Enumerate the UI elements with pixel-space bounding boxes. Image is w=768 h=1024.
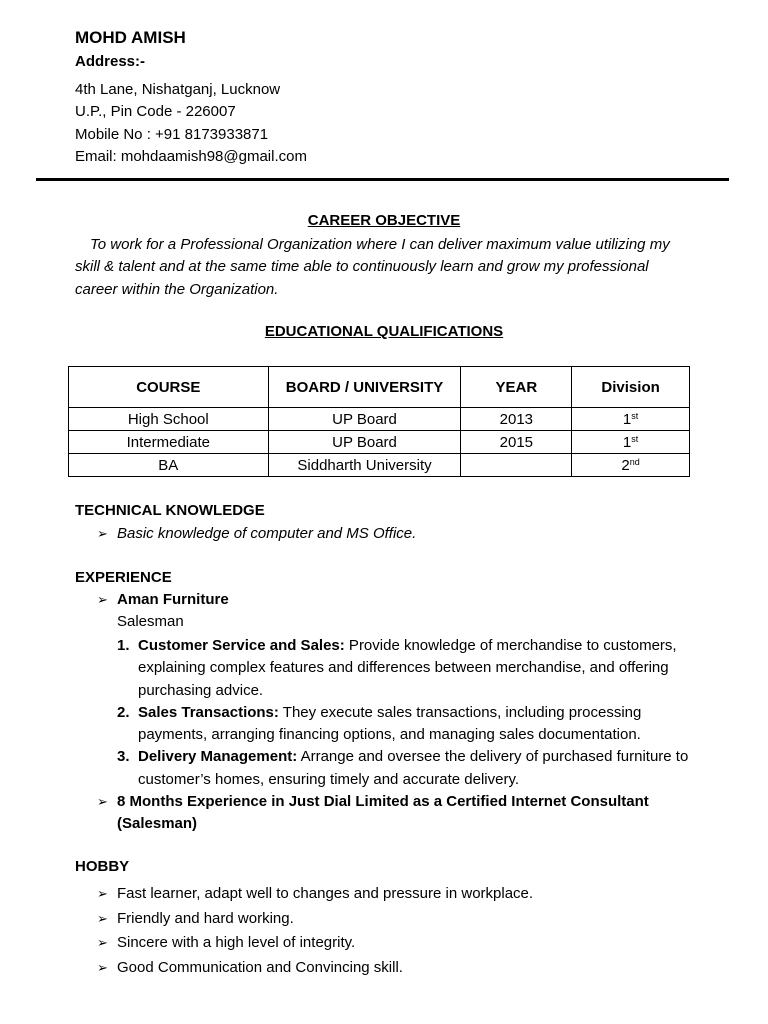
email-address: Email: mohdaamish98@gmail.com <box>75 147 307 165</box>
arrowhead-bullet-icon: ➢ <box>97 960 108 976</box>
arrowhead-bullet-icon: ➢ <box>97 886 108 901</box>
cell-division: 1st <box>572 408 690 431</box>
header-divider <box>36 178 729 181</box>
cell-course: High School <box>69 408 269 431</box>
experience-role: Salesman <box>117 613 184 630</box>
cell-year: 2015 <box>461 431 572 454</box>
table-row <box>69 408 690 431</box>
education-table <box>68 366 690 477</box>
cell-year: 2013 <box>461 408 572 431</box>
column-header-year: YEAR <box>461 367 572 408</box>
mobile-number: Mobile No : +91 8173933871 <box>75 125 269 143</box>
arrowhead-bullet-icon: ➢ <box>97 794 108 809</box>
list-item: ➢ Fast learner, adapt well to changes and pressure in workplace. <box>97 882 533 907</box>
column-header-course: COURSE <box>69 367 269 408</box>
technical-heading: TECHNICAL KNOWLEDGE <box>75 502 265 519</box>
address-line: 4th Lane, Nishatganj, Lucknow <box>75 81 281 98</box>
table-row <box>69 454 690 477</box>
table-header-row <box>69 367 690 408</box>
candidate-name: MOHD AMISH <box>75 28 186 47</box>
column-header-division: Division <box>572 367 690 408</box>
address-line: U.P., Pin Code - 226007 <box>75 103 236 121</box>
list-item: ➢ Basic knowledge of computer and MS Office. <box>97 525 417 542</box>
arrowhead-bullet-icon: ➢ <box>97 526 108 541</box>
cell-course: Intermediate <box>69 431 269 454</box>
list-item: 2. Sales Transactions: They execute sales transactions, including processing payments, arranging financing options, and managing sales documentation. <box>117 703 642 744</box>
cell-year <box>461 454 572 477</box>
column-header-board: BOARD / UNIVERSITY <box>268 367 461 408</box>
address-label: Address:- <box>75 53 146 70</box>
arrowhead-bullet-icon: ➢ <box>97 592 108 607</box>
cell-division: 1st <box>572 431 690 454</box>
duty-list <box>117 635 697 791</box>
address-block <box>75 79 307 168</box>
cell-board: UP Board <box>268 408 461 431</box>
hobby-list <box>97 882 533 981</box>
list-item: ➢ Sincere with a high level of integrity. <box>97 931 533 956</box>
cell-board: UP Board <box>268 431 461 454</box>
career-objective-text: To work for a Professional Organization where I can deliver maximum value utilizing my skill & talent and at the same time able to continuously learn and grow my professional career within the Organization. <box>75 236 670 298</box>
career-objective-heading: CAREER OBJECTIVE <box>307 212 461 229</box>
table-row <box>69 431 690 454</box>
cell-course: BA <box>69 454 269 477</box>
cell-board: Siddharth University <box>268 454 461 477</box>
experience-company: ➢ Aman Furniture <box>97 591 229 608</box>
education-heading: EDUCATIONAL QUALIFICATIONS <box>264 323 504 340</box>
experience-justdial: ➢ 8 Months Experience in Just Dial Limited as a Certified Internet Consultant (Salesman) <box>97 791 697 836</box>
arrowhead-bullet-icon: ➢ <box>97 910 108 926</box>
list-item: 1. Customer Service and Sales: Provide knowledge of merchandise to customers, explaining complex features and differences between merchandise, and offering purchasing advice. <box>117 637 677 699</box>
list-item: 3. Delivery Management: Arrange and oversee the delivery of purchased furniture to customer’s homes, ensuring timely and accurate delivery. <box>117 748 689 788</box>
hobby-heading: HOBBY <box>75 858 130 875</box>
list-item: ➢ Friendly and hard working. <box>97 907 533 932</box>
list-item: ➢ Good Communication and Convincing skill. <box>97 956 533 981</box>
cell-division: 2nd <box>572 454 690 477</box>
experience-heading: EXPERIENCE <box>75 569 172 586</box>
arrowhead-bullet-icon: ➢ <box>97 935 108 951</box>
